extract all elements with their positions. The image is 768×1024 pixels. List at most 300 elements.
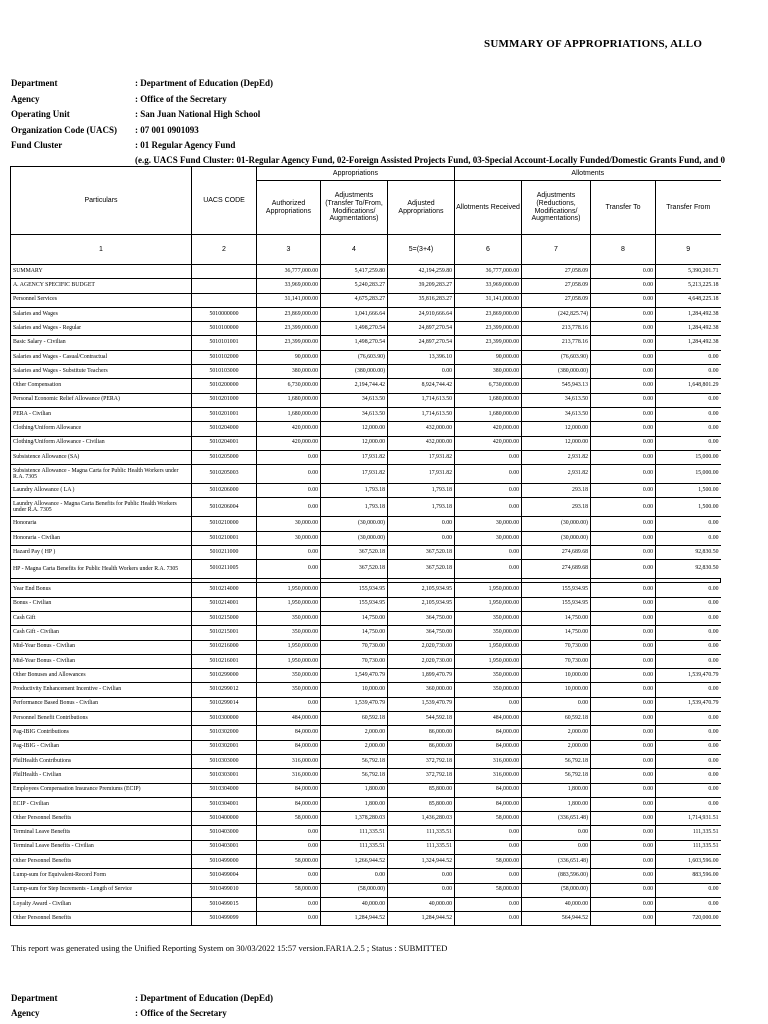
- cell-from: 0.00: [656, 407, 721, 421]
- cell-adj-allot: 12,000.00: [522, 422, 591, 436]
- table-body: [11, 265, 721, 926]
- meta-value: : San Juan National High School: [135, 109, 261, 119]
- cell-to: 0.00: [591, 869, 656, 883]
- cell-particulars: PhilHealth - Civilian: [11, 769, 192, 783]
- cell-from: 1,603,596.00: [656, 854, 721, 868]
- table-row: [11, 640, 721, 654]
- cell-adj: (30,000.00): [321, 531, 388, 545]
- cell-auth: 0.00: [257, 546, 321, 560]
- cell-adj: 34,613.50: [321, 407, 388, 421]
- cell-code: 5010206000: [192, 484, 257, 498]
- cell-code: 5010400000: [192, 812, 257, 826]
- cell-adjusted: 86,000.00: [388, 740, 455, 754]
- cell-auth: 350,000.00: [257, 683, 321, 697]
- cell-auth: 350,000.00: [257, 669, 321, 683]
- cell-adj-allot: 14,750.00: [522, 626, 591, 640]
- table-row: [11, 897, 721, 911]
- cell-to: 0.00: [591, 293, 656, 307]
- table-row: [11, 754, 721, 768]
- cell-adjusted: 1,793.18: [388, 498, 455, 517]
- cell-from: 0.00: [656, 517, 721, 531]
- cell-particulars: A. AGENCY SPECIFIC BUDGET: [11, 279, 192, 293]
- cell-adjusted: 0.00: [388, 365, 455, 379]
- cell-to: 0.00: [591, 517, 656, 531]
- cell-from: 0.00: [656, 797, 721, 811]
- cell-adj-allot: 2,931.82: [522, 450, 591, 464]
- cell-code: [192, 265, 257, 279]
- cell-adjusted: 1,899,470.79: [388, 669, 455, 683]
- cell-received: 0.00: [455, 840, 522, 854]
- cell-adj: 367,520.18: [321, 546, 388, 560]
- cell-adjusted: 364,750.00: [388, 611, 455, 625]
- cell-code: 5010215000: [192, 611, 257, 625]
- cell-code: 5010499004: [192, 869, 257, 883]
- cell-code: 5010499010: [192, 883, 257, 897]
- cell-code: 5010304000: [192, 783, 257, 797]
- cell-code: 5010303001: [192, 769, 257, 783]
- cell-to: 0.00: [591, 912, 656, 926]
- cell-to: 0.00: [591, 712, 656, 726]
- cell-adjusted: 367,520.18: [388, 560, 455, 579]
- cell-auth: 0.00: [257, 840, 321, 854]
- cell-received: 1,680,000.00: [455, 393, 522, 407]
- cell-adj-allot: 564,944.52: [522, 912, 591, 926]
- meta-label: Department: [11, 78, 58, 88]
- meta-label: Agency: [11, 1008, 40, 1018]
- cell-from: 92,830.50: [656, 546, 721, 560]
- cell-received: 1,950,000.00: [455, 654, 522, 668]
- meta-value: : Office of the Secretary: [135, 1008, 227, 1018]
- cell-adjusted: 372,792.18: [388, 754, 455, 768]
- cell-adj-allot: (883,596.00): [522, 869, 591, 883]
- cell-to: 0.00: [591, 279, 656, 293]
- cell-from: 0.00: [656, 683, 721, 697]
- table-row: [11, 769, 721, 783]
- report-title: SUMMARY OF APPROPRIATIONS, ALLO: [484, 38, 703, 50]
- table-row: [11, 840, 721, 854]
- table-row: [11, 422, 721, 436]
- cell-adjusted: 432,000.00: [388, 422, 455, 436]
- cell-from: 0.00: [656, 583, 721, 597]
- cell-adj-allot: 10,000.00: [522, 683, 591, 697]
- cell-from: 5,213,225.18: [656, 279, 721, 293]
- meta2-department: [11, 993, 273, 1003]
- cell-to: 0.00: [591, 546, 656, 560]
- header-allotments: Allotments: [455, 167, 721, 181]
- cell-to: 0.00: [591, 626, 656, 640]
- cell-adjusted: 0.00: [388, 517, 455, 531]
- cell-adj: 56,792.18: [321, 769, 388, 783]
- cell-particulars: Personnel Benefit Contributions: [11, 712, 192, 726]
- cell-adjusted: 0.00: [388, 883, 455, 897]
- cell-auth: 316,000.00: [257, 769, 321, 783]
- cell-adj: 1,793.18: [321, 498, 388, 517]
- cell-adj: 70,730.00: [321, 640, 388, 654]
- cell-code: 5010214000: [192, 583, 257, 597]
- cell-adj-allot: 56,792.18: [522, 754, 591, 768]
- cell-to: 0.00: [591, 726, 656, 740]
- cell-auth: 350,000.00: [257, 626, 321, 640]
- cell-adj-allot: 14,750.00: [522, 611, 591, 625]
- table-row: [11, 611, 721, 625]
- meta-value: : 01 Regular Agency Fund: [135, 140, 236, 150]
- cell-auth: 420,000.00: [257, 422, 321, 436]
- cell-particulars: Subsistence Allowance - Magna Carta for Public Health Workers under R.A. 7305: [11, 465, 192, 484]
- cell-received: 30,000.00: [455, 531, 522, 545]
- cell-adj: 14,750.00: [321, 626, 388, 640]
- table-row: [11, 812, 721, 826]
- cell-adj: 155,934.95: [321, 583, 388, 597]
- cell-adj: 1,498,270.54: [321, 336, 388, 350]
- cell-particulars: ECIP - Civilian: [11, 797, 192, 811]
- cell-to: 0.00: [591, 640, 656, 654]
- cell-auth: 0.00: [257, 560, 321, 579]
- cell-particulars: Employees Compensation Insurance Premiums (ECIP): [11, 783, 192, 797]
- table-header: [10, 166, 721, 265]
- cell-received: 1,950,000.00: [455, 583, 522, 597]
- table-row: [11, 626, 721, 640]
- table-row: [11, 826, 721, 840]
- cell-received: 90,000.00: [455, 350, 522, 364]
- cell-adj: 12,000.00: [321, 422, 388, 436]
- table-row: [11, 597, 721, 611]
- cell-adj-allot: (58,000.00): [522, 883, 591, 897]
- cell-adjusted: 8,924,744.42: [388, 379, 455, 393]
- cell-auth: 484,000.00: [257, 712, 321, 726]
- cell-to: 0.00: [591, 740, 656, 754]
- cell-received: 30,000.00: [455, 517, 522, 531]
- cell-adj-allot: 27,058.09: [522, 293, 591, 307]
- cell-to: 0.00: [591, 350, 656, 364]
- cell-to: 0.00: [591, 484, 656, 498]
- cell-particulars: HP - Magna Carta Benefits for Public Health Workers under R.A. 7305: [11, 560, 192, 579]
- cell-to: 0.00: [591, 422, 656, 436]
- cell-from: 1,284,492.38: [656, 336, 721, 350]
- table-row: [11, 546, 721, 560]
- cell-auth: 316,000.00: [257, 754, 321, 768]
- cell-adjusted: 24,897,270.54: [388, 322, 455, 336]
- cell-auth: 1,950,000.00: [257, 640, 321, 654]
- cell-particulars: Bonus - Civilian: [11, 597, 192, 611]
- table-row: [11, 322, 721, 336]
- cell-from: 0.00: [656, 365, 721, 379]
- cell-received: 23,869,000.00: [455, 307, 522, 321]
- cell-adj-allot: 70,730.00: [522, 654, 591, 668]
- cell-to: 0.00: [591, 465, 656, 484]
- table-row: [11, 365, 721, 379]
- meta-value: : Department of Education (DepEd): [135, 993, 273, 1003]
- cell-auth: 33,969,000.00: [257, 279, 321, 293]
- cell-received: 316,000.00: [455, 754, 522, 768]
- cell-received: 1,680,000.00: [455, 407, 522, 421]
- cell-to: 0.00: [591, 654, 656, 668]
- meta-org-code: [11, 125, 199, 135]
- cell-to: 0.00: [591, 379, 656, 393]
- cell-adj: 17,931.82: [321, 465, 388, 484]
- cell-from: 0.00: [656, 436, 721, 450]
- cell-adj-allot: 545,943.13: [522, 379, 591, 393]
- cell-auth: 380,000.00: [257, 365, 321, 379]
- table-row: [11, 307, 721, 321]
- cell-particulars: Other Personnel Benefits: [11, 912, 192, 926]
- cell-adj: 5,417,259.80: [321, 265, 388, 279]
- cell-particulars: Terminal Leave Benefits - Civilian: [11, 840, 192, 854]
- cell-adj: 111,335.51: [321, 840, 388, 854]
- cell-auth: 58,000.00: [257, 812, 321, 826]
- cell-auth: 1,950,000.00: [257, 583, 321, 597]
- cell-auth: 30,000.00: [257, 531, 321, 545]
- cell-received: 58,000.00: [455, 883, 522, 897]
- cell-received: 1,950,000.00: [455, 597, 522, 611]
- cell-particulars: Personnel Services: [11, 293, 192, 307]
- table-row: [11, 484, 721, 498]
- cell-to: 0.00: [591, 531, 656, 545]
- cell-to: 0.00: [591, 883, 656, 897]
- cell-auth: 0.00: [257, 912, 321, 926]
- cell-auth: 1,680,000.00: [257, 393, 321, 407]
- meta-value: : 07 001 0901093: [135, 125, 199, 135]
- cell-adj: 367,520.18: [321, 560, 388, 579]
- table-row: [11, 854, 721, 868]
- cell-particulars: Basic Salary - Civilian: [11, 336, 192, 350]
- cell-adj-allot: 12,000.00: [522, 436, 591, 450]
- meta-label: Department: [11, 993, 58, 1003]
- cell-auth: 6,730,000.00: [257, 379, 321, 393]
- cell-auth: 30,000.00: [257, 517, 321, 531]
- cell-to: 0.00: [591, 597, 656, 611]
- meta-value: : Office of the Secretary: [135, 94, 227, 104]
- cell-adjusted: 42,194,259.80: [388, 265, 455, 279]
- cell-adj: 34,613.50: [321, 393, 388, 407]
- table-row: [11, 517, 721, 531]
- cell-code: 5010201001: [192, 407, 257, 421]
- cell-particulars: Terminal Leave Benefits: [11, 826, 192, 840]
- meta-label: Agency: [11, 94, 40, 104]
- cell-adjusted: 1,284,944.52: [388, 912, 455, 926]
- cell-code: 5010100000: [192, 322, 257, 336]
- cell-to: 0.00: [591, 365, 656, 379]
- cell-from: 15,000.00: [656, 450, 721, 464]
- cell-to: 0.00: [591, 783, 656, 797]
- cell-auth: 23,869,000.00: [257, 307, 321, 321]
- meta-label: Operating Unit: [11, 109, 70, 119]
- cell-auth: 84,000.00: [257, 797, 321, 811]
- cell-particulars: Pag-IBIG Contributions: [11, 726, 192, 740]
- cell-auth: 0.00: [257, 450, 321, 464]
- table-row: [11, 350, 721, 364]
- cell-particulars: Salaries and Wages: [11, 307, 192, 321]
- cell-to: 0.00: [591, 450, 656, 464]
- cell-code: 5010205003: [192, 465, 257, 484]
- cell-received: 84,000.00: [455, 726, 522, 740]
- cell-code: 5010299000: [192, 669, 257, 683]
- cell-adj: 2,194,744.42: [321, 379, 388, 393]
- cell-particulars: Year End Bonus: [11, 583, 192, 597]
- cell-received: 23,399,000.00: [455, 322, 522, 336]
- cell-to: 0.00: [591, 826, 656, 840]
- cell-particulars: Mid-Year Bonus - Civilian: [11, 640, 192, 654]
- cell-from: 0.00: [656, 754, 721, 768]
- cell-code: 5010303000: [192, 754, 257, 768]
- cell-received: 350,000.00: [455, 626, 522, 640]
- cell-from: 0.00: [656, 611, 721, 625]
- cell-adjusted: 85,800.00: [388, 797, 455, 811]
- cell-received: 0.00: [455, 546, 522, 560]
- table-row: [11, 450, 721, 464]
- cell-adj-allot: 213,778.16: [522, 322, 591, 336]
- cell-auth: 0.00: [257, 826, 321, 840]
- cell-adj-allot: (30,000.00): [522, 517, 591, 531]
- cell-from: 92,830.50: [656, 560, 721, 579]
- table-row: [11, 436, 721, 450]
- table-row: [11, 740, 721, 754]
- cell-adj: 4,675,283.27: [321, 293, 388, 307]
- cell-adjusted: 17,931.82: [388, 465, 455, 484]
- cell-adj-allot: 34,613.50: [522, 393, 591, 407]
- cell-adjusted: 85,800.00: [388, 783, 455, 797]
- cell-adj-allot: 27,058.09: [522, 279, 591, 293]
- cell-received: 484,000.00: [455, 712, 522, 726]
- cell-code: 5010103000: [192, 365, 257, 379]
- cell-adj: 1,800.00: [321, 797, 388, 811]
- cell-particulars: SUMMARY: [11, 265, 192, 279]
- cell-auth: 90,000.00: [257, 350, 321, 364]
- cell-adj: 1,378,280.03: [321, 812, 388, 826]
- cell-received: 0.00: [455, 450, 522, 464]
- column-number: 8: [591, 235, 656, 265]
- cell-adj: 1,800.00: [321, 783, 388, 797]
- table-row: [11, 683, 721, 697]
- cell-adj-allot: 213,778.16: [522, 336, 591, 350]
- cell-adjusted: 360,000.00: [388, 683, 455, 697]
- cell-adj-allot: 0.00: [522, 826, 591, 840]
- cell-adj: 56,792.18: [321, 754, 388, 768]
- cell-code: 5010216001: [192, 654, 257, 668]
- header-uacs-code: UACS CODE: [192, 167, 257, 235]
- cell-from: 0.00: [656, 783, 721, 797]
- table-row: [11, 560, 721, 579]
- cell-from: 15,000.00: [656, 465, 721, 484]
- cell-to: 0.00: [591, 393, 656, 407]
- column-number: 3: [257, 235, 321, 265]
- table-row: [11, 712, 721, 726]
- cell-code: 5010211005: [192, 560, 257, 579]
- cell-from: 111,335.51: [656, 826, 721, 840]
- cell-from: 1,648,801.29: [656, 379, 721, 393]
- cell-particulars: Mid-Year Bonus - Civilian: [11, 654, 192, 668]
- cell-received: 36,777,000.00: [455, 265, 522, 279]
- header-adjustments-appropriations: Adjustments (Transfer To/From, Modifications/ Augmentations): [321, 181, 388, 235]
- cell-adj: 60,592.18: [321, 712, 388, 726]
- cell-auth: 350,000.00: [257, 611, 321, 625]
- cell-adjusted: 17,931.82: [388, 450, 455, 464]
- cell-received: 0.00: [455, 826, 522, 840]
- cell-received: 0.00: [455, 697, 522, 711]
- column-number: 4: [321, 235, 388, 265]
- cell-from: 0.00: [656, 422, 721, 436]
- table-row: [11, 654, 721, 668]
- cell-adj-allot: 293.18: [522, 484, 591, 498]
- cell-code: 5010210000: [192, 517, 257, 531]
- cell-adj-allot: (380,000.00): [522, 365, 591, 379]
- cell-adj-allot: 1,800.00: [522, 783, 591, 797]
- cell-particulars: Cash Gift - Civilian: [11, 626, 192, 640]
- cell-received: 31,141,000.00: [455, 293, 522, 307]
- cell-adjusted: 111,335.51: [388, 840, 455, 854]
- cell-particulars: PERA - Civilian: [11, 407, 192, 421]
- header-appropriations: Appropriations: [257, 167, 455, 181]
- cell-adj-allot: 2,000.00: [522, 726, 591, 740]
- cell-adj-allot: 0.00: [522, 697, 591, 711]
- table-row: [11, 869, 721, 883]
- table-row: [11, 293, 721, 307]
- cell-particulars: Productivity Enhancement Incentive - Civilian: [11, 683, 192, 697]
- meta-label: Fund Cluster: [11, 140, 63, 150]
- cell-received: 0.00: [455, 912, 522, 926]
- meta-value: : Department of Education (DepEd): [135, 78, 273, 88]
- cell-received: 58,000.00: [455, 812, 522, 826]
- cell-adj: 0.00: [321, 869, 388, 883]
- cell-received: 0.00: [455, 465, 522, 484]
- cell-code: 5010216000: [192, 640, 257, 654]
- cell-code: 5010299012: [192, 683, 257, 697]
- cell-from: 1,539,470.79: [656, 669, 721, 683]
- cell-from: 4,648,225.18: [656, 293, 721, 307]
- cell-adj: 40,000.00: [321, 897, 388, 911]
- cell-code: 5010215001: [192, 626, 257, 640]
- cell-adjusted: 13,396.10: [388, 350, 455, 364]
- fund-cluster-note: (e.g. UACS Fund Cluster: 01-Regular Agency Fund, 02-Foreign Assisted Projects Fund, 03-Special Account-Locally Funded/Domestic Grants Fund, and 0: [135, 155, 726, 165]
- cell-auth: 1,950,000.00: [257, 597, 321, 611]
- cell-particulars: Clothing/Uniform Allowance - Civilian: [11, 436, 192, 450]
- cell-adj: 1,539,470.79: [321, 697, 388, 711]
- cell-particulars: Salaries and Wages - Casual/Contractual: [11, 350, 192, 364]
- cell-particulars: Performance Based Bonus - Civilian: [11, 697, 192, 711]
- cell-code: 5010214001: [192, 597, 257, 611]
- header-transfer-to: Transfer To: [591, 181, 656, 235]
- cell-from: 0.00: [656, 350, 721, 364]
- cell-adjusted: 367,520.18: [388, 546, 455, 560]
- cell-adj-allot: 155,934.95: [522, 583, 591, 597]
- cell-to: 0.00: [591, 669, 656, 683]
- cell-to: 0.00: [591, 754, 656, 768]
- cell-from: 0.00: [656, 740, 721, 754]
- cell-adj: 1,041,666.64: [321, 307, 388, 321]
- cell-adj: (380,000.00): [321, 365, 388, 379]
- cell-auth: 58,000.00: [257, 883, 321, 897]
- cell-adj: 2,000.00: [321, 740, 388, 754]
- cell-particulars: Subsistence Allowance (SA): [11, 450, 192, 464]
- cell-adj-allot: (30,000.00): [522, 531, 591, 545]
- cell-adjusted: 1,714,613.50: [388, 393, 455, 407]
- cell-adjusted: 1,436,280.03: [388, 812, 455, 826]
- cell-from: 0.00: [656, 769, 721, 783]
- cell-from: 0.00: [656, 726, 721, 740]
- cell-auth: 0.00: [257, 498, 321, 517]
- cell-adj-allot: 274,689.68: [522, 546, 591, 560]
- cell-code: 5010210001: [192, 531, 257, 545]
- meta2-agency: [11, 1008, 227, 1018]
- cell-adj: 155,934.95: [321, 597, 388, 611]
- cell-to: 0.00: [591, 583, 656, 597]
- cell-adj-allot: 40,000.00: [522, 897, 591, 911]
- cell-adj: 1,793.18: [321, 484, 388, 498]
- cell-code: 5010211000: [192, 546, 257, 560]
- table-row: [11, 697, 721, 711]
- cell-to: 0.00: [591, 322, 656, 336]
- cell-code: 5010200000: [192, 379, 257, 393]
- cell-from: 883,596.00: [656, 869, 721, 883]
